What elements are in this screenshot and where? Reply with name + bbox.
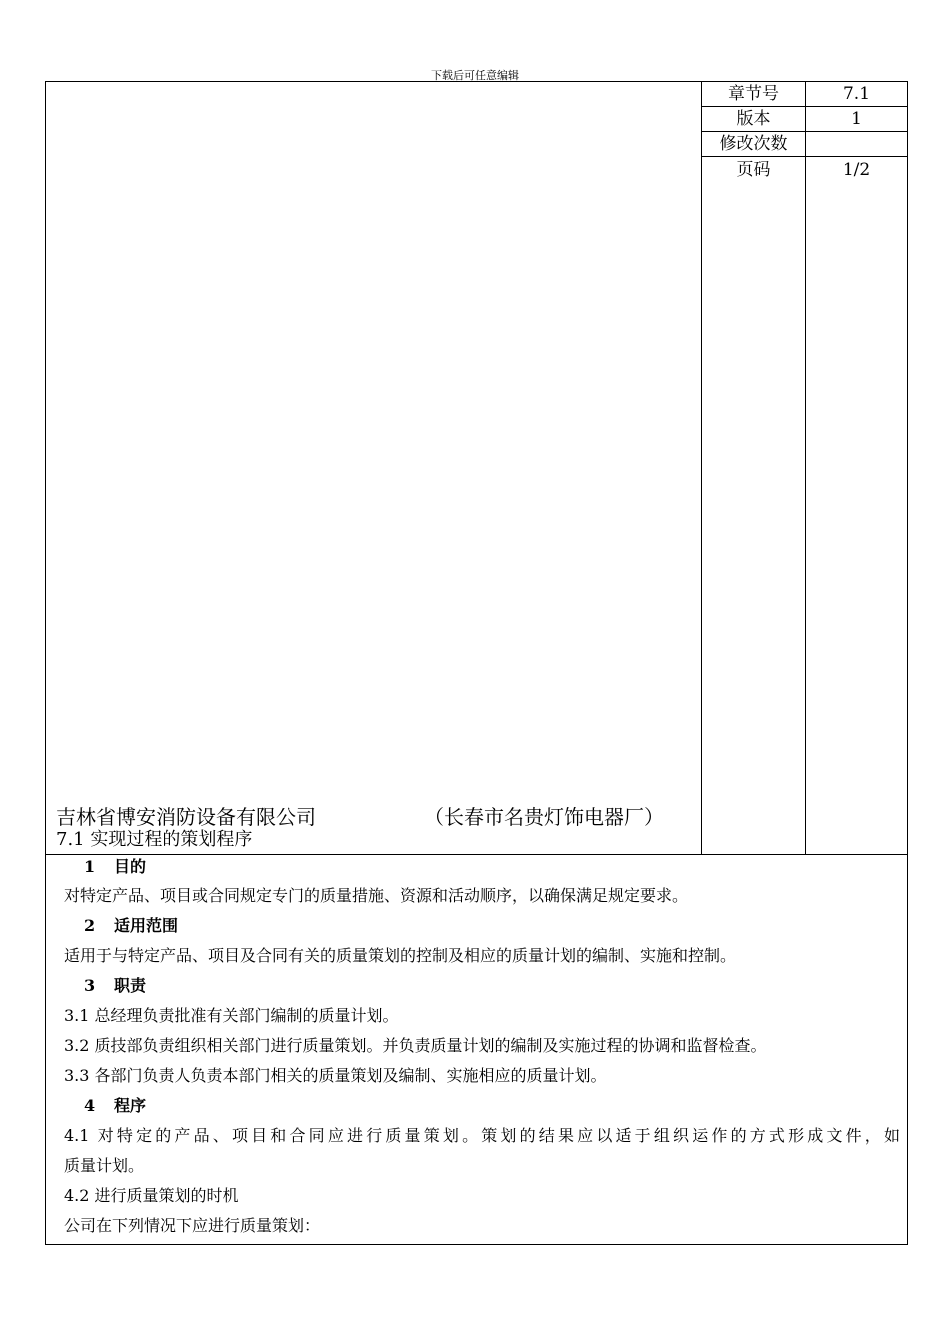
paragraph: 3.3 各部门负责人负责本部门相关的质量策划及编制、实施相应的质量计划。 bbox=[64, 1066, 607, 1085]
document-frame bbox=[45, 81, 908, 1245]
paragraph: 适用于与特定产品、项目及合同有关的质量策划的控制及相应的质量计划的编制、实施和控制。 bbox=[64, 946, 737, 965]
paragraph: 4.1 对特定的产品、项目和合同应进行质量策划。策划的结果应以适于组织运作的方式形成文件，如 bbox=[64, 1126, 900, 1145]
meta-table bbox=[701, 82, 907, 854]
paragraph: 公司在下列情况下应进行质量策划： bbox=[64, 1216, 321, 1235]
meta-row-page bbox=[702, 157, 908, 182]
meta-label: 章节号 bbox=[728, 84, 779, 104]
meta-column-divider bbox=[805, 82, 806, 854]
company-alias: （长春市名贵灯饰电器厂） bbox=[424, 805, 664, 829]
section-heading-purpose: 1 目的 bbox=[84, 857, 147, 876]
company-line bbox=[56, 804, 696, 830]
meta-row-version bbox=[702, 107, 908, 132]
meta-value: 1 bbox=[851, 109, 862, 129]
header-block bbox=[46, 82, 907, 855]
meta-label: 版本 bbox=[736, 109, 771, 129]
meta-label: 修改次数 bbox=[719, 134, 788, 154]
paragraph: 4.2 进行质量策划的时机 bbox=[64, 1186, 239, 1205]
section-heading-procedure: 4 程序 bbox=[84, 1096, 147, 1115]
meta-value: 1/2 bbox=[842, 159, 871, 180]
section-heading-responsibility: 3 职责 bbox=[84, 976, 147, 995]
paragraph: 3.2 质技部负责组织相关部门进行质量策划。并负责质量计划的编制及实施过程的协调和监督检查。 bbox=[64, 1036, 767, 1055]
meta-row-revisions bbox=[702, 132, 908, 157]
top-note: 下载后可任意编辑 bbox=[431, 69, 519, 82]
section-heading-scope: 2 适用范围 bbox=[84, 916, 179, 935]
meta-value: 7.1 bbox=[842, 84, 871, 104]
paragraph: 对特定产品、项目或合同规定专门的质量措施、资源和活动顺序，以确保满足规定要求。 bbox=[64, 886, 689, 905]
meta-row-chapter bbox=[702, 82, 908, 107]
document-title: 7.1 实现过程的策划程序 bbox=[56, 829, 253, 850]
paragraph: 3.1 总经理负责批准有关部门编制的质量计划。 bbox=[64, 1006, 399, 1025]
meta-label: 页码 bbox=[736, 159, 771, 180]
paragraph: 质量计划。 bbox=[64, 1156, 145, 1175]
company-name: 吉林省博安消防设备有限公司 bbox=[56, 805, 316, 829]
